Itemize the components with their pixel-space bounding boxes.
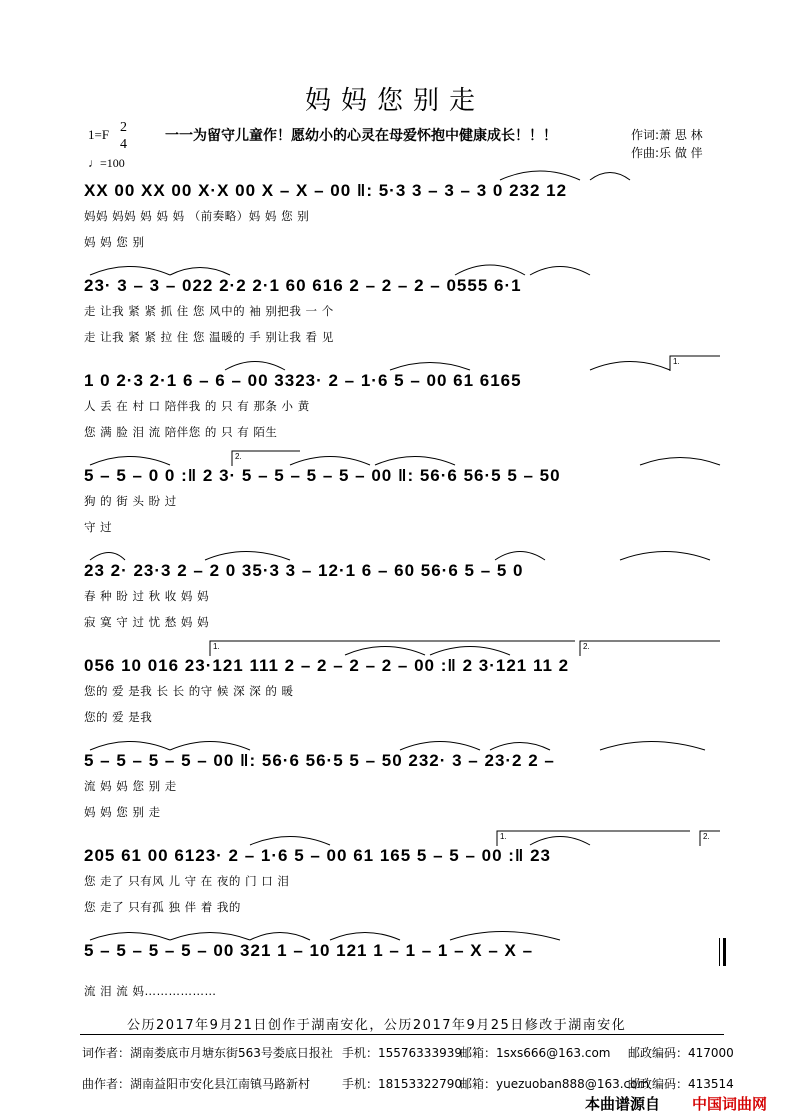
notation-line-5: 23 2· 23·3 2 – 2 0 35·3 3 – 12·1 6 – 60 56·6 5 – 5 0 bbox=[84, 561, 524, 580]
notation-line-4: 5 – 5 – 0 0 :‖ 2 3· 5 – 5 – 5 – 5 – 00 ‖: 56·6 56·5 5 – 50 bbox=[84, 466, 561, 485]
lyrics-line-5a: 春 种 盼 过 秋 收 妈 妈 bbox=[84, 589, 210, 603]
notation-line-8: 205 61 00 6123· 2 – 1·6 5 – 00 61 165 5 – 5 – 00 :‖ 23 bbox=[84, 846, 552, 865]
lyricist-email: 邮箱：1sxs666@163.com bbox=[460, 1046, 611, 1060]
notation-line-6: 056 10 016 23·121 111 2 – 2 – 2 – 2 – 00 :‖ 2 3·121 11 2 bbox=[84, 656, 570, 675]
lyrics-line-7a: 流 妈 妈 您 别 走 bbox=[84, 779, 177, 793]
meter-bottom: 4 bbox=[120, 137, 127, 152]
lyrics-line-9a: 流 泪 流 妈……………… bbox=[84, 984, 217, 998]
lyricist-credit: 作词:萧 思 林 bbox=[631, 128, 703, 142]
lyrics-line-3b: 您 满 脸 泪 流 陪伴您 的 只 有 陌生 bbox=[84, 425, 278, 439]
composer-address: 曲作者：湖南益阳市安化县江南镇马路新村 bbox=[82, 1077, 311, 1091]
lyrics-line-1a: 妈妈 妈妈 妈 妈 妈 （前奏略）妈 妈 您 别 bbox=[84, 209, 310, 223]
song-title: 妈妈您别走 bbox=[304, 86, 485, 116]
notation-line-3: 1 0 2·3 2·1 6 – 6 – 00 3323· 2 – 1·6 5 – 00 61 6165 bbox=[84, 371, 522, 390]
lyrics-line-2a: 走 让我 紧 紧 抓 住 您 风中的 袖 别把我 一 个 bbox=[84, 304, 334, 318]
composer-credit: 作曲:乐 做 伴 bbox=[631, 146, 703, 160]
lyrics-line-5b: 寂 寞 守 过 忧 愁 妈 妈 bbox=[84, 615, 210, 629]
key-signature: 1=F bbox=[88, 127, 110, 142]
lyrics-line-7b: 妈 妈 您 别 走 bbox=[84, 805, 161, 819]
final-barline-thick bbox=[723, 938, 726, 966]
composer-zip: 邮政编码：413514 bbox=[628, 1077, 734, 1091]
svg-text:1.: 1. bbox=[500, 832, 507, 841]
composer-email: 邮箱：yuezuoban888@163.com bbox=[460, 1077, 650, 1091]
lyrics-line-4a: 狗 的 街 头 盼 过 bbox=[84, 494, 177, 508]
lyrics-line-6b: 您的 爱 是我 bbox=[84, 710, 153, 724]
notation-line-9: 5 – 5 – 5 – 5 – 00 321 1 – 10 121 1 – 1 – 1 – X – X – bbox=[84, 941, 534, 960]
dedication-subtitle: 一一为留守儿童作！愿幼小的心灵在母爱怀抱中健康成长！！！ bbox=[165, 128, 557, 144]
lyrics-line-2b: 走 让我 紧 紧 拉 住 您 温暖的 手 别让我 看 见 bbox=[84, 330, 334, 344]
tempo-mark: ♩=100 bbox=[88, 156, 125, 170]
final-barline-thin bbox=[719, 938, 720, 966]
lyrics-line-6a: 您的 爱 是我 长 长 的守 候 深 深 的 暖 bbox=[84, 684, 294, 698]
source-site-link[interactable]: 中国词曲网 bbox=[692, 1095, 768, 1113]
lyricist-address: 词作者：湖南娄底市月塘东街563号娄底日报社 bbox=[82, 1046, 333, 1060]
lyrics-line-4b: 守 过 bbox=[84, 520, 113, 534]
notation-line-1: XX 00 XX 00 X·X 00 X – X – 00 ‖: 5·3 3 – 3 – 3 0 232 12 bbox=[84, 181, 568, 200]
svg-text:2.: 2. bbox=[703, 832, 710, 841]
source-label: 本曲谱源自 bbox=[585, 1095, 661, 1113]
svg-text:1.: 1. bbox=[673, 357, 680, 366]
meter-top: 2 bbox=[120, 120, 127, 135]
lyricist-phone: 手机：15576333939 bbox=[342, 1046, 462, 1060]
composition-date-note: 公历2017年9月21日创作于湖南安化，公历2017年9月25日修改于湖南安化 bbox=[127, 1018, 627, 1033]
footer-divider bbox=[80, 1034, 724, 1035]
svg-text:1.: 1. bbox=[213, 642, 220, 651]
notation-line-7: 5 – 5 – 5 – 5 – 00 ‖: 56·6 56·5 5 – 50 232· 3 – 23·2 2 – bbox=[84, 751, 555, 770]
notation-line-2: 23· 3 – 3 – 022 2·2 2·1 60 616 2 – 2 – 2 – 0555 6·1 bbox=[84, 276, 522, 295]
lyrics-line-1b: 妈 妈 您 别 bbox=[84, 235, 145, 249]
lyrics-line-3a: 人 丢 在 村 口 陪伴我 的 只 有 那条 小 黄 bbox=[84, 399, 310, 413]
svg-text:2.: 2. bbox=[235, 452, 242, 461]
lyricist-zip: 邮政编码：417000 bbox=[628, 1046, 734, 1060]
svg-text:2.: 2. bbox=[583, 642, 590, 651]
lyrics-line-8b: 您 走了 只有孤 独 伴 着 我的 bbox=[84, 900, 241, 914]
composer-phone: 手机：18153322790 bbox=[342, 1077, 462, 1091]
lyrics-line-8a: 您 走了 只有风 儿 守 在 夜的 门 口 泪 bbox=[84, 874, 290, 888]
